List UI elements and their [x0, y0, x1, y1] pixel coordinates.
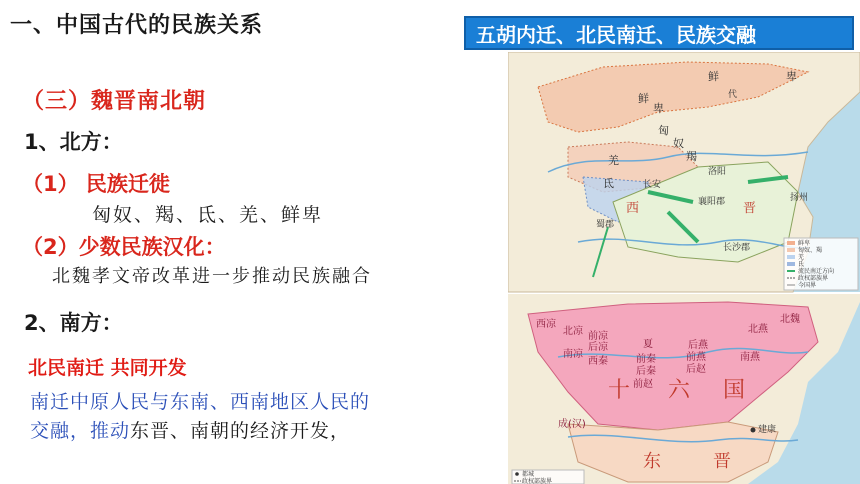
legend-item: 政权部族界	[522, 478, 553, 484]
legend-item: 匈奴、羯	[798, 247, 823, 254]
map-label: 代	[728, 90, 738, 100]
map-banner: 五胡内迁、北民南迁、民族交融	[464, 16, 854, 50]
capital-marker	[751, 428, 756, 433]
legend-item: 氐	[798, 261, 805, 268]
map-label: 晋	[743, 201, 757, 216]
migration-list: 匈奴、羯、氐、羌、鲜卑	[92, 204, 324, 226]
map-label: 夏	[643, 339, 653, 350]
map-label: 成(汉)	[558, 419, 586, 430]
top-map-legend	[784, 238, 858, 290]
map-label: 十	[608, 378, 631, 403]
south-label: 2、南方：	[24, 311, 123, 335]
map-label: 国	[723, 378, 746, 403]
map-label: 匈	[658, 124, 669, 137]
map-label: 南燕	[740, 352, 760, 363]
legend-item: 流民南迁方向	[798, 268, 835, 275]
migration-title: （1） 民族迁徙	[22, 172, 170, 196]
map-label: 鲜	[708, 70, 719, 83]
legend-swatch	[787, 255, 795, 259]
section-subheading: （三）魏晋南北朝	[22, 89, 207, 114]
map-label: 北魏	[780, 314, 800, 325]
map-label: 晋	[713, 451, 731, 472]
south-text-line1: 南迁中原人民与东南、西南地区人民的	[30, 391, 371, 413]
map-label: 西	[626, 201, 640, 216]
map-label: 洛阳	[708, 167, 727, 177]
map-label: 东	[643, 451, 661, 472]
map-label: 卑	[786, 70, 797, 83]
map-label: 前秦	[636, 354, 656, 365]
map-label: 前燕	[686, 352, 706, 363]
south-text-line2-blue: 交融，推动	[30, 420, 131, 442]
north-label: 1、北方：	[24, 130, 123, 154]
sinicization-title: （2）少数民族汉化：	[22, 235, 226, 259]
map-label: 襄阳郡	[698, 197, 726, 207]
map-label: 羯	[686, 150, 697, 163]
legend-item: 羌	[798, 254, 805, 261]
map-label: 前凉	[588, 331, 608, 342]
map-label: 鲜	[638, 92, 649, 105]
legend-item: 都城	[522, 471, 535, 478]
map-label: 奴	[673, 137, 684, 150]
legend-swatch	[787, 262, 795, 266]
legend-swatch	[515, 472, 519, 476]
map-label: 羌	[608, 154, 619, 167]
south-text-line2-black: 东晋、南朝的经济开发，	[130, 420, 351, 442]
map-label: 北燕	[748, 324, 768, 335]
map-label: 南凉	[563, 349, 583, 360]
south-headline: 北民南迁 共同开发	[28, 357, 187, 379]
historical-map	[508, 52, 860, 484]
map-label: 氐	[603, 177, 614, 190]
map-label: 长安	[643, 180, 662, 190]
legend-item: 鲜卑	[798, 240, 811, 247]
legend-item: 政权部族界	[798, 275, 829, 282]
top-map	[508, 52, 860, 292]
map-label: 前赵	[633, 379, 653, 390]
legend-swatch	[787, 241, 795, 245]
map-label: 后燕	[688, 340, 708, 351]
map-label: 扬州	[790, 193, 809, 203]
map-label: 北凉	[563, 326, 583, 337]
map-label: 西秦	[588, 356, 608, 367]
legend-item: 今国界	[798, 282, 817, 289]
map-label: 建康	[758, 425, 777, 435]
map-label: 西凉	[536, 319, 556, 330]
map-label: 后赵	[686, 364, 706, 375]
map-label: 后秦	[636, 366, 656, 377]
south-text-line2	[30, 416, 350, 443]
map-label: 蜀郡	[596, 220, 615, 230]
map-label: 长沙郡	[723, 243, 751, 253]
sinicization-text: 北魏孝文帝改革进一步推动民族融合	[52, 266, 372, 287]
bottom-map	[508, 294, 860, 484]
map-label: 六	[668, 378, 691, 403]
map-label: 卑	[653, 102, 664, 115]
page-heading: 一、中国古代的民族关系	[10, 13, 264, 38]
map-label: 后凉	[588, 342, 608, 353]
legend-swatch	[787, 248, 795, 252]
